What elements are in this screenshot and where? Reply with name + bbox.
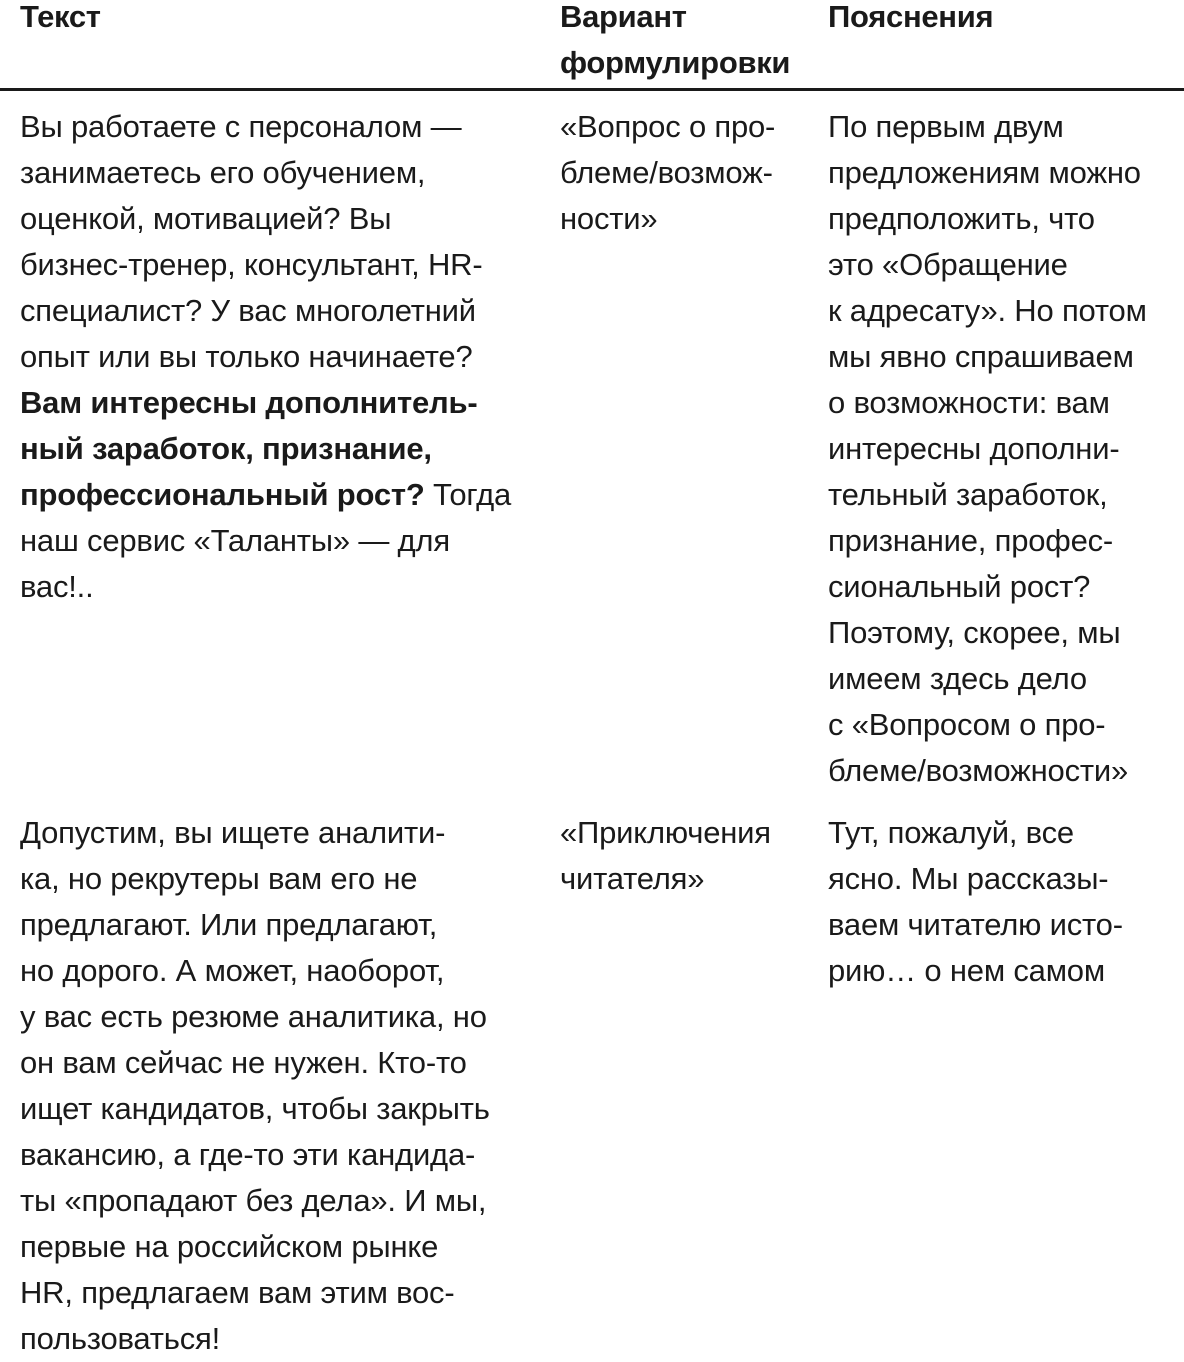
explanation-line: предположить, что bbox=[828, 201, 1095, 236]
explanation-line: с «Вопросом о про- bbox=[828, 707, 1106, 742]
row-1-text-cell bbox=[20, 104, 540, 610]
variant-line: блеме/возмож- bbox=[560, 155, 773, 190]
text-plain-fragment: Тогда bbox=[424, 477, 512, 512]
explanation-line: о возможности: вам bbox=[828, 385, 1110, 420]
text-line: ты «пропадают без дела». И мы, bbox=[20, 1183, 487, 1218]
text-line-bold: Вам интересны дополнитель- bbox=[20, 385, 478, 420]
header-divider bbox=[0, 88, 1184, 91]
explanation-line: имеем здесь дело bbox=[828, 661, 1087, 696]
variant-line: «Вопрос о про- bbox=[560, 109, 776, 144]
explanation-line: к адресату». Но потом bbox=[828, 293, 1147, 328]
header-text-label: Текст bbox=[20, 0, 101, 34]
text-line: ка, но рекрутеры вам его не bbox=[20, 861, 418, 896]
text-line-bold: ный заработок, признание, bbox=[20, 431, 432, 466]
row-2-text-cell bbox=[20, 810, 540, 1362]
explanation-line: признание, профес- bbox=[828, 523, 1114, 558]
text-line: опыт или вы только начинаете? bbox=[20, 339, 473, 374]
text-line: предлагают. Или предлагают, bbox=[20, 907, 438, 942]
explanation-line: рию… о нем самом bbox=[828, 953, 1105, 988]
text-line: оценкой, мотивацией? Вы bbox=[20, 201, 392, 236]
explanation-line: интересны дополни- bbox=[828, 431, 1120, 466]
explanation-line: По первым двум bbox=[828, 109, 1064, 144]
text-line: вас!.. bbox=[20, 569, 94, 604]
text-line: бизнес-тренер, консультант, HR- bbox=[20, 247, 483, 282]
explanation-line: сиональный рост? bbox=[828, 569, 1091, 604]
text-line: занимаетесь его обучением, bbox=[20, 155, 426, 190]
text-line: HR, предлагаем вам этим вос- bbox=[20, 1275, 455, 1310]
explanation-line: это «Обращение bbox=[828, 247, 1068, 282]
explanation-line: ясно. Мы рассказы- bbox=[828, 861, 1109, 896]
header-text bbox=[20, 0, 520, 40]
explanation-line: предложениям можно bbox=[828, 155, 1141, 190]
text-line: Вы работаете с персоналом — bbox=[20, 109, 462, 144]
variant-line: «Приключения bbox=[560, 815, 771, 850]
explanation-line: тельный заработок, bbox=[828, 477, 1108, 512]
variant-line: ности» bbox=[560, 201, 658, 236]
text-line: специалист? У вас многолетний bbox=[20, 293, 476, 328]
explanation-line: ваем читателю исто- bbox=[828, 907, 1123, 942]
row-1-variant-cell bbox=[560, 104, 815, 242]
header-variant-line: формулировки bbox=[560, 45, 791, 80]
text-line: вакансию, а где-то эти кандида- bbox=[20, 1137, 476, 1172]
text-bold-fragment: профессиональный рост? bbox=[20, 477, 425, 512]
table-header bbox=[0, 0, 1184, 92]
explanation-line: Поэтому, скорее, мы bbox=[828, 615, 1121, 650]
row-2-variant-cell bbox=[560, 810, 815, 902]
text-line: у вас есть резюме аналитика, но bbox=[20, 999, 487, 1034]
header-variant-line: Вариант bbox=[560, 0, 687, 34]
text-line: Допустим, вы ищете аналити- bbox=[20, 815, 446, 850]
text-line: наш сервис «Таланты» — для bbox=[20, 523, 450, 558]
row-2-explanation-cell bbox=[828, 810, 1178, 994]
text-line: пользоваться! bbox=[20, 1321, 221, 1356]
header-explanations bbox=[828, 0, 1178, 40]
explanation-line: мы явно спрашиваем bbox=[828, 339, 1134, 374]
explanation-line: Тут, пожалуй, все bbox=[828, 815, 1074, 850]
header-explanations-label: Пояснения bbox=[828, 0, 994, 34]
explanation-line: блеме/возможности» bbox=[828, 753, 1129, 788]
row-1-explanation-cell bbox=[828, 104, 1178, 794]
text-line-mixed bbox=[20, 472, 540, 518]
variant-line: читателя» bbox=[560, 861, 705, 896]
text-line: первые на российском рынке bbox=[20, 1229, 439, 1264]
text-line: но дорого. А может, наоборот, bbox=[20, 953, 445, 988]
text-line: он вам сейчас не нужен. Кто-то bbox=[20, 1045, 467, 1080]
text-line: ищет кандидатов, чтобы закрыть bbox=[20, 1091, 490, 1126]
header-variant bbox=[560, 0, 810, 86]
